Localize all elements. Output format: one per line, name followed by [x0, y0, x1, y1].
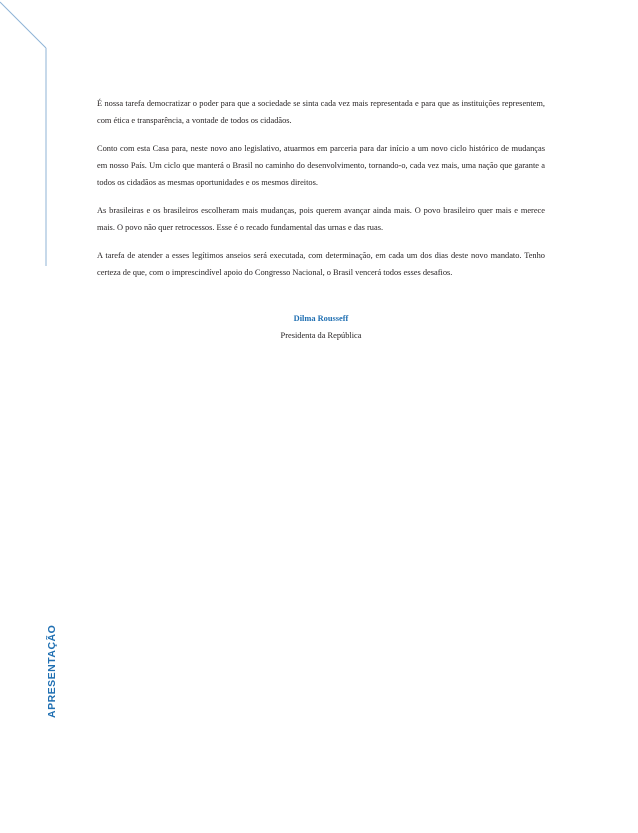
paragraph: As brasileiras e os brasileiros escolheram mais mudanças, pois querem avançar ainda mais. O povo brasileiro quer mais e merece mais. O povo não quer retrocessos. Esse é o recado fundamental das urnas e das ruas.: [97, 206, 545, 232]
paragraph: É nossa tarefa democratizar o poder para que a sociedade se sinta cada vez mais representada e para que as instituições representem, com ética e transparência, a vontade de todos os cidadãos.: [97, 99, 545, 125]
paragraph: Conto com esta Casa para, neste novo ano legislativo, atuarmos em parceria para dar início a um novo ciclo histórico de mudanças em nosso País. Um ciclo que manterá o Brasil no caminho do desenvolvimento, tornando-o, cada vez mais, uma nação que garante a todos os cidadãos as mesmas oportunidades e os mesmos direitos.: [97, 144, 545, 187]
paragraph: A tarefa de atender a esses legítimos anseios será executada, com determinação, em cada um dos dias deste novo mandato. Tenho certeza de que, com o imprescindível apoio do Congresso Nacional, o Brasil vencerá todos esses desafios.: [97, 251, 545, 277]
section-tab-label: APRESENTAÇÃO: [46, 624, 58, 718]
corner-decoration: [0, 0, 48, 266]
signature-block: [97, 310, 545, 344]
signature-title: Presidenta da República: [280, 331, 362, 340]
signature-name: Dilma Rousseff: [293, 314, 349, 323]
presentation-text: [97, 95, 545, 292]
